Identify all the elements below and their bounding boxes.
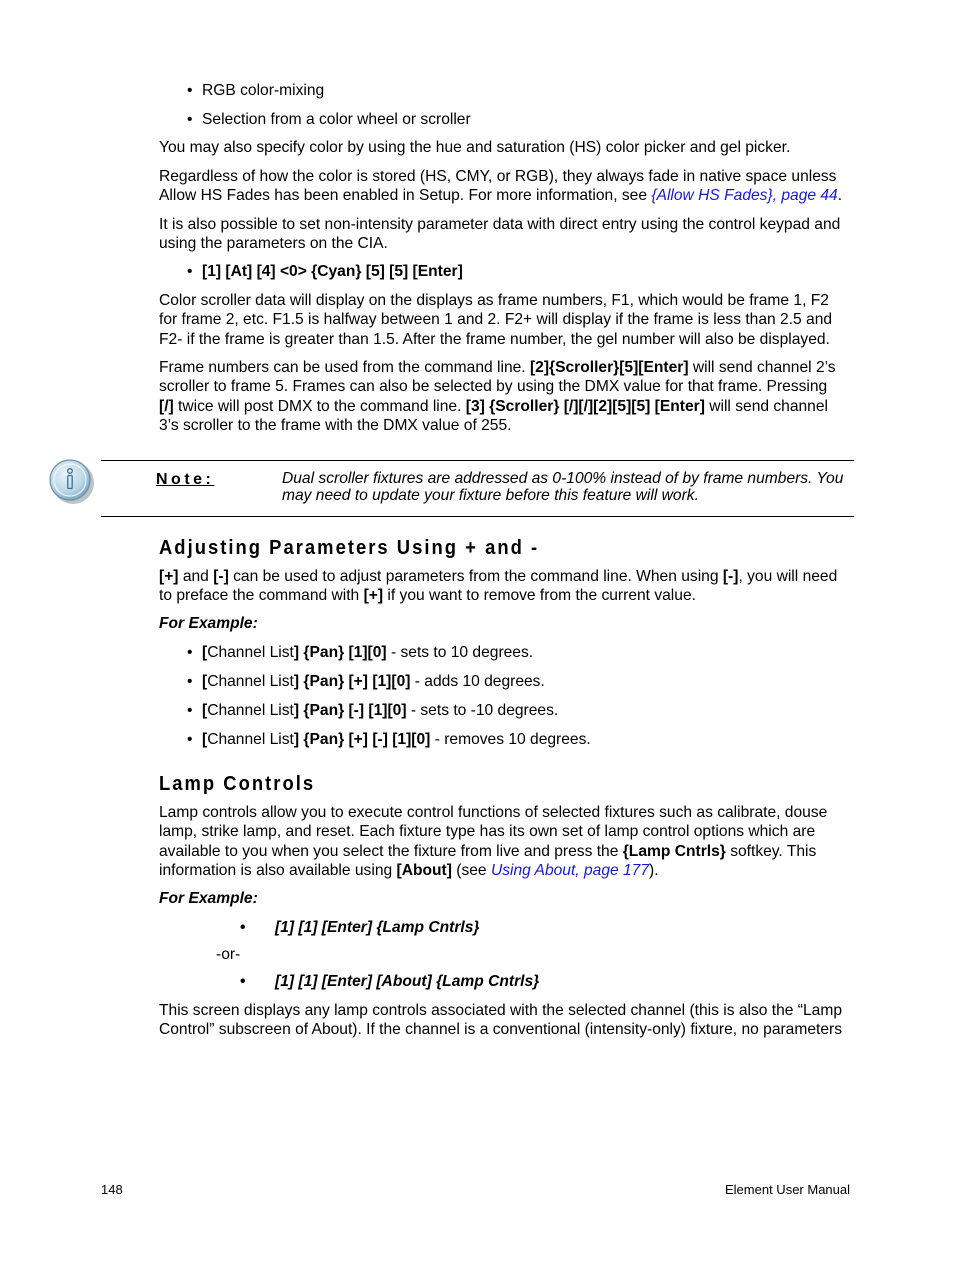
adjust-example-2: • [Channel List] {Pan} [+] [1][0] - adds 10 degrees.	[187, 673, 545, 691]
paragraph-native-space: Regardless of how the color is stored (HS, CMY, or RGB), they always fade in native space unless Allow HS Fades has been enabled in Setup. For more information, see {Allow HS Fades}, page 44.	[159, 168, 843, 205]
footer-title: Element User Manual	[725, 1182, 850, 1197]
paragraph-lamp-controls: Lamp controls allow you to execute control functions of selected fixtures such as calibrate, douse lamp, strike lamp, and reset. Each fixture type has its own set of lamp control options which are available to you when you select the fixture from live and press the {Lamp Cntrls} softkey. This information is also available using [About] (see Using About, page 177).	[159, 804, 828, 880]
link-allow-hs-fades[interactable]: {Allow HS Fades}, page 44	[651, 187, 838, 205]
adjust-example-4: • [Channel List] {Pan} [+] [-] [1][0] - removes 10 degrees.	[187, 731, 591, 749]
bullet-rgb: • RGB color-mixing	[187, 82, 324, 100]
note-text: Dual scroller fixtures are addressed as 0-100% instead of by frame numbers. You may need to update your fixture before this feature will work.	[282, 470, 844, 504]
or-separator: -or-	[216, 946, 241, 963]
page-number: 148	[101, 1182, 123, 1197]
paragraph-scroller-data: Color scroller data will display on the displays as frame numbers, F1, which would be frame 1, F2 for frame 2, etc. F1.5 is halfway between 1 and 2. F2+ will display if the frame is less than 2.5 and F2- if the frame is greater than 1.5. After the frame number, the gel number will also be displayed.	[159, 292, 833, 348]
heading-lamp-controls: Lamp Controls	[159, 773, 316, 795]
note-top-rule	[101, 460, 854, 461]
paragraph-plus-minus: [+] and [-] can be used to adjust parameters from the command line. When using [-], you will need to preface the command with [+] if you want to remove from the current value.	[159, 568, 838, 605]
paragraph-non-intensity: It is also possible to set non-intensity parameter data with direct entry using the control keypad and using the parameters on the CIA.	[159, 216, 841, 253]
heading-adjusting-parameters: Adjusting Parameters Using + and -	[159, 537, 540, 559]
note-label: Note:	[156, 471, 215, 488]
note-bottom-rule	[101, 516, 854, 517]
paragraph-hs-picker: You may also specify color by using the hue and saturation (HS) color picker and gel picker.	[159, 139, 791, 156]
info-icon	[48, 458, 96, 506]
link-using-about[interactable]: Using About, page 177	[490, 862, 650, 880]
paragraph-frame-numbers: Frame numbers can be used from the command line. [2]{Scroller}[5][Enter] will send channel 2’s scroller to frame 5. Frames can also be selected by using the DMX value for that frame. Pressing [/] twice will post DMX to the command line. [3] {Scroller} [/][/][2][5][5] [Enter] will send channel 3’s scroller to the frame with the DMX value of 255.	[159, 359, 836, 435]
paragraph-screen-displays: This screen displays any lamp controls associated with the selected channel (this is also the “Lamp Control” subscreen of About). If the channel is a conventional (intensity-only) fixture, no parameters	[159, 1002, 843, 1039]
adjust-example-1: • [Channel List] {Pan} [1][0] - sets to 10 degrees.	[187, 644, 533, 662]
command-cyan: • [1] [At] [4] <0> {Cyan} [5] [5] [Enter]	[187, 263, 463, 281]
for-example-label-1: For Example:	[159, 615, 258, 632]
adjust-example-3: • [Channel List] {Pan} [-] [1][0] - sets to -10 degrees.	[187, 702, 558, 720]
bullet-color-wheel: • Selection from a color wheel or scroller	[187, 111, 471, 129]
for-example-label-2: For Example:	[159, 890, 258, 907]
